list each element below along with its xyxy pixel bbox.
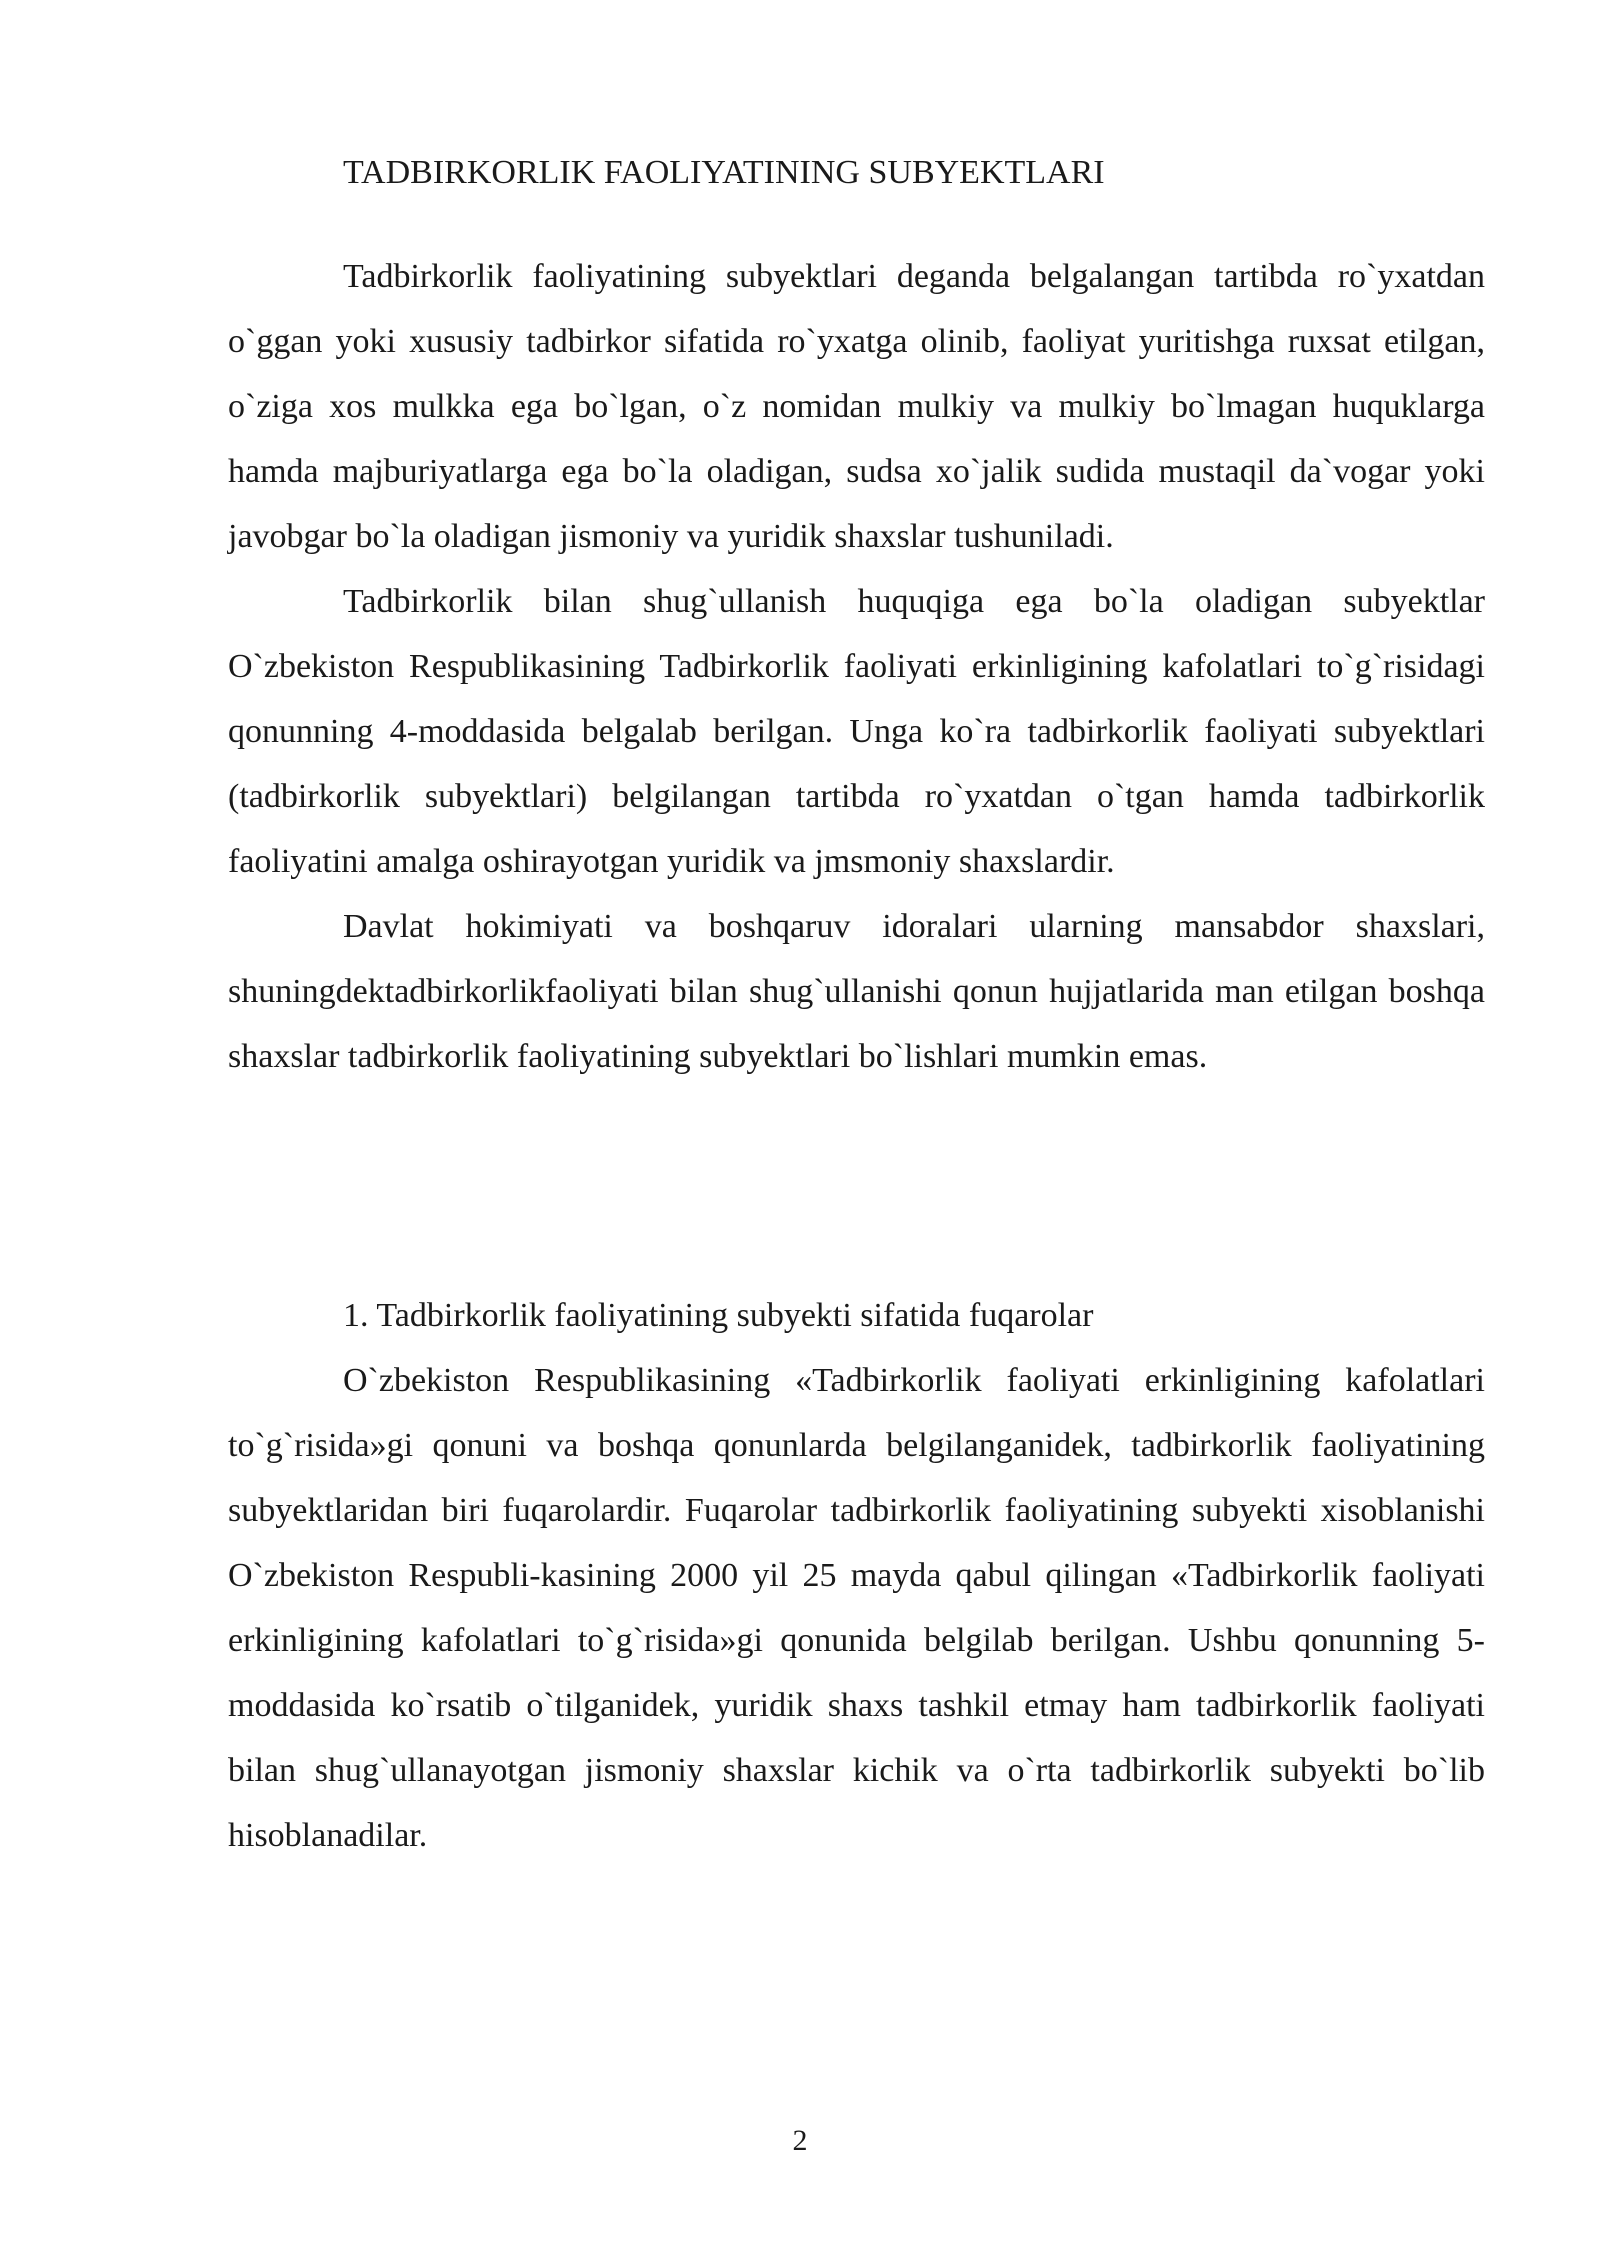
paragraph: Davlat hokimiyati va boshqaruv idoralari ularning mansabdor shaxslari, shuningdektadbirkorlikfaoliyati bilan shug`ullanishi qonun hujjatlarida man etilgan boshqa shaxslar tadbirkorlik faoliyatining subyektlari bo`lishlari mumkin emas. [228, 908, 1485, 1075]
section-heading: 1. Tadbirkorlik faoliyatining subyekti sifatida fuqarolar [343, 1297, 1094, 1334]
paragraph: Tadbirkorlik bilan shug`ullanish huquqiga ega bo`la oladigan subyektlar O`zbekiston Respublikasining Tadbirkorlik faoliyati erkinligining kafolatlari to`g`risidagi qonunning 4-moddasida belgalab berilgan. Unga ko`ra tadbirkorlik faoliyati subyektlari (tadbirkorlik subyektlari) belgilangan tartibda ro`yxatdan o`tgan hamda tadbirkorlik faoliyatini amalga oshirayotgan yuridik va jmsmoniy shaxslardir. [228, 583, 1485, 880]
intro-section [228, 244, 1485, 1089]
paragraph: Tadbirkorlik faoliyatining subyektlari deganda belgalangan tartibda ro`yxatdan o`ggan yoki xususiy tadbirkor sifatida ro`yxatga olinib, faoliyat yuritishga ruxsat etilgan, o`ziga xos mulkka ega bo`lgan, o`z nomidan mulkiy va mulkiy bo`lmagan huquklarga hamda majburiyatlarga ega bo`la oladigan, sudsa xo`jalik sudida mustaqil da`vogar yoki javobgar bo`la oladigan jismoniy va yuridik shaxslar tushuniladi. [228, 258, 1485, 555]
document-title: TADBIRKORLIK FAOLIYATINING SUBYEKTLARI [343, 154, 1105, 191]
page-number: 2 [792, 2124, 808, 2157]
paragraph: O`zbekiston Respublikasining «Tadbirkorlik faoliyati erkinligining kafolatlari to`g`risida»gi qonuni va boshqa qonunlarda belgilanganidek, tadbirkorlik faoliyatining subyektlaridan biri fuqarolardir. Fuqarolar tadbirkorlik faoliyatining subyekti xisoblanishi O`zbekiston Respubli-kasining 2000 yil 25 mayda qabul qilingan «Tadbirkorlik faoliyati erkinligining kafolatlari to`g`risida»gi qonunida belgilab berilgan. Ushbu qonunning 5-moddasida ko`rsatib o`tilganidek, yuridik shaxs tashkil etmay ham tadbirkorlik faoliyati bilan shug`ullanayotgan jismoniy shaxslar kichik va o`rta tadbirkorlik subyekti bo`lib hisoblanadilar. [228, 1362, 1485, 1854]
section-body [228, 1348, 1485, 1868]
